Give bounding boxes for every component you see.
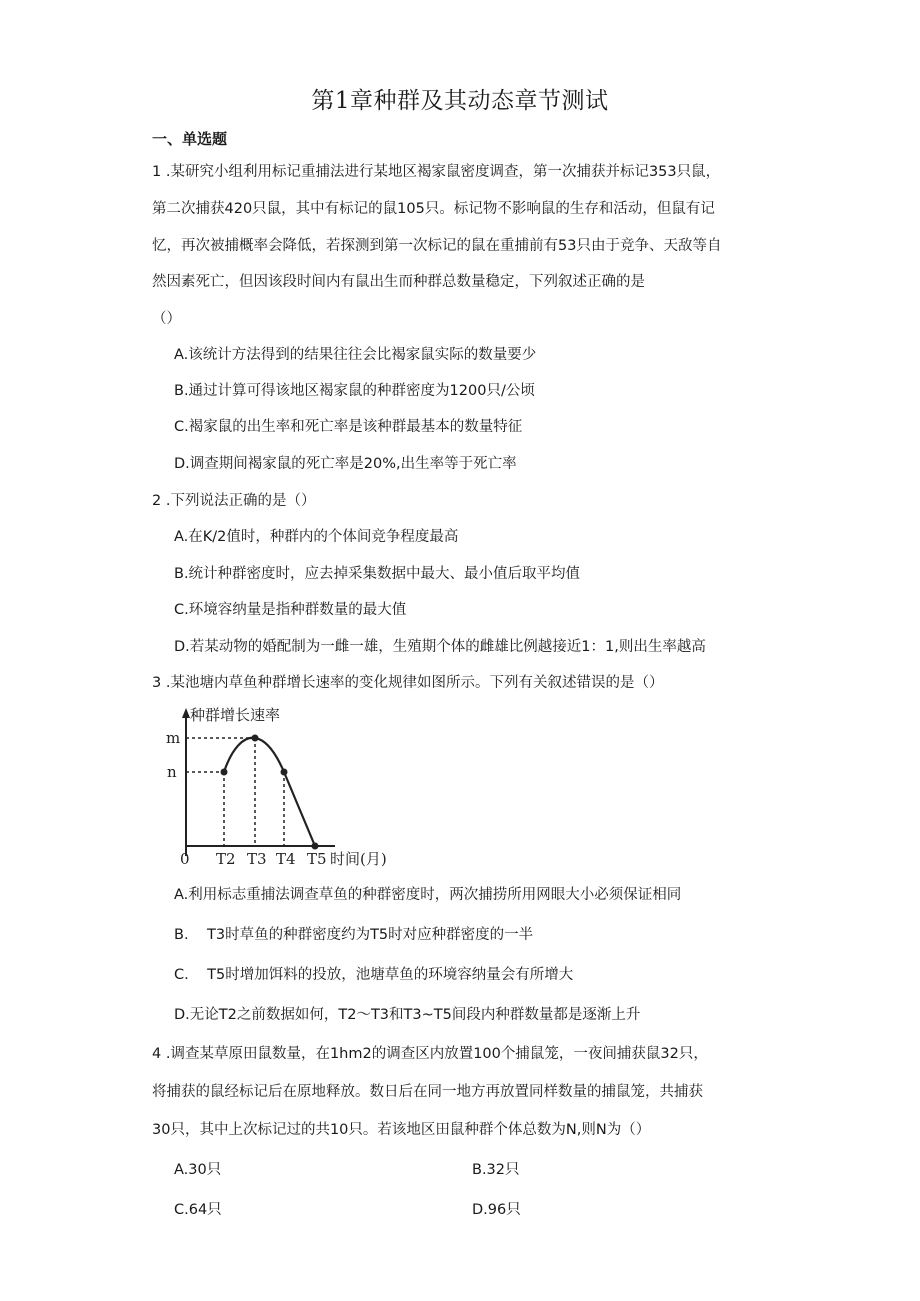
option-b: B.统计种群密度时，应去掉采集数据中最大、最小值后取平均值: [174, 566, 581, 582]
option-d: D.无论T2之前数据如何，T2〜T3和T3~T5间段内种群数量都是逐渐上升: [174, 1007, 641, 1023]
option-a: A.在K/2值时，种群内的个体间竞争程度最高: [174, 529, 459, 545]
option-c: C.环境容纳量是指种群数量的最大值: [174, 602, 407, 618]
x-tick-t5: T5: [307, 850, 327, 868]
growth-rate-curve: [224, 738, 315, 846]
x-axis-label: 时间(月): [330, 850, 387, 868]
option-d: D.若某动物的婚配制为一雌一雄，生殖期个体的雌雄比例越接近1：1,则出生率越高: [174, 639, 706, 655]
growth-rate-chart: [160, 706, 410, 870]
x-tick-0: 0: [180, 850, 190, 868]
point-t2: [221, 769, 228, 776]
x-tick-t3: T3: [247, 850, 267, 868]
option-a: A.利用标志重捕法调查草鱼的种群密度时，两次捕捞所用网眼大小必须保证相同: [174, 887, 682, 903]
y-tick-n: n: [167, 763, 177, 781]
answer-bracket: （）: [152, 311, 181, 327]
question-text-line: 30只，其中上次标记过的共10只。若该地区田鼠种群个体总数为N,则N为（）: [152, 1122, 651, 1138]
page-title: 第1章种群及其动态章节测试: [311, 88, 609, 114]
section-heading: 一、单选题: [152, 130, 228, 148]
question-text-line: 2 .下列说法正确的是（）: [152, 493, 316, 509]
option-c: C. T5时增加饵料的投放，池塘草鱼的环境容纳量会有所增大: [174, 967, 574, 983]
question-text-line: 第二次捕获420只鼠，其中有标记的鼠105只。标记物不影响鼠的生存和活动，但鼠有记: [152, 201, 715, 217]
option-b: B.32只: [472, 1162, 520, 1178]
y-axis-label: 种群增长速率: [190, 706, 281, 724]
question-text-line: 忆，再次被捕概率会降低，若探测到第一次标记的鼠在重捕前有53只由于竞争、天敌等自: [152, 238, 722, 254]
y-tick-m: m: [166, 729, 181, 747]
point-t3: [252, 735, 259, 742]
option-c: C.64只: [174, 1202, 222, 1218]
option-b: B.通过计算可得该地区褐家鼠的种群密度为1200只/公顷: [174, 383, 535, 399]
point-t4: [281, 769, 288, 776]
question-text-line: 1 .某研究小组利用标记重捕法进行某地区褐家鼠密度调查，第一次捕获并标记353只鼠，: [152, 164, 721, 180]
y-axis-arrow: [182, 708, 190, 718]
option-d: D.调查期间褐家鼠的死亡率是20%,出生率等于死亡率: [174, 456, 517, 472]
option-a: A.30只: [174, 1162, 222, 1178]
x-tick-t2: T2: [216, 850, 236, 868]
question-text-line: 将捕获的鼠经标记后在原地释放。数日后在同一地方再放置同样数量的捕鼠笼，共捕获: [152, 1084, 703, 1100]
option-b: B. T3时草鱼的种群密度约为T5时对应种群密度的一半: [174, 927, 534, 943]
option-c: C.褐家鼠的出生率和死亡率是该种群最基本的数量特征: [174, 419, 523, 435]
point-t5: [312, 843, 319, 850]
option-d: D.96只: [472, 1202, 521, 1218]
x-tick-t4: T4: [276, 850, 296, 868]
question-text-line: 4 .调查某草原田鼠数量，在1hm2的调查区内放置100个捕鼠笼，一夜间捕获鼠32只，: [152, 1046, 708, 1062]
question-text-line: 然因素死亡，但因该段时间内有鼠出生而种群总数量稳定，下列叙述正确的是: [152, 274, 645, 290]
option-a: A.该统计方法得到的结果往往会比褐家鼠实际的数量要少: [174, 347, 537, 363]
question-text-line: 3 .某池塘内草鱼种群增长速率的变化规律如图所示。下列有关叙述错误的是（）: [152, 675, 664, 691]
